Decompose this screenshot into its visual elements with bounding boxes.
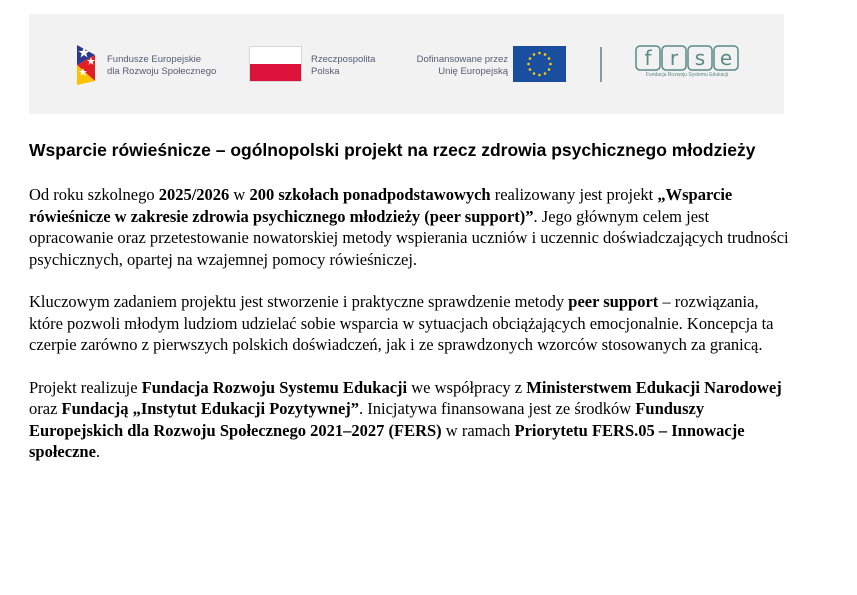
polish-flag-icon — [249, 46, 302, 82]
article-title: Wsparcie rówieśnicze – ogólnopolski projekt na rzecz zdrowia psychicznego młodzieży — [29, 140, 756, 160]
svg-text:f: f — [644, 46, 652, 70]
frse-subtitle: Fundacja Rozwoju Systemu Edukacji — [645, 72, 729, 78]
eu-flag-icon — [513, 46, 566, 82]
frse-logo-icon — [635, 44, 739, 72]
eu-star-icon — [548, 57, 551, 60]
svg-text:r: r — [669, 46, 679, 70]
eu-star-icon — [527, 63, 530, 66]
svg-text:e: e — [719, 46, 733, 70]
eu-star-icon — [548, 68, 551, 71]
eu-star-icon — [544, 53, 547, 56]
paragraph-3: Projekt realizuje Fundacja Rozwoju Systemu Edukacji we współpracy z Ministerstwem Edukacji Narodowej oraz Fundacją „Instytut Edukacji Pozytywnej”. Inicjatywa finansowana jest ze środków Funduszy Europejskich dla Rozwoju Społecznego 2021–2027 (FERS) w ramach Priorytetu FERS.05 – Innowacje społeczne. — [29, 377, 782, 461]
eu-star-icon — [549, 63, 552, 66]
svg-text:s: s — [694, 46, 706, 70]
eu-star-icon — [538, 52, 541, 55]
ue-logo-text: Dofinansowane przez Unię Europejską — [416, 54, 508, 77]
eu-star-icon — [529, 57, 532, 60]
eu-star-icon — [533, 72, 536, 75]
logo-bar — [29, 14, 784, 114]
fe-logo-text: Fundusze Europejskie dla Rozwoju Społecznego — [107, 54, 217, 77]
rp-logo-text: Rzeczpospolita Polska — [311, 54, 376, 77]
article — [29, 138, 789, 463]
eu-star-icon — [529, 68, 532, 71]
eu-star-icon — [544, 72, 547, 75]
paragraph-1: Od roku szkolnego 2025/2026 w 200 szkołach ponadpodstawowych realizowany jest projekt „Wsparcie rówieśnicze w zakresie zdrowia psychicznego młodzieży (peer support)”. Jego głównym celem jest opracowanie oraz przetestowanie nowatorskiej metody wspierania uczniów i uczennic doświadczających trudności psychicznych, opartej na wzajemnej pomocy rówieśniczej. — [29, 185, 789, 269]
eu-star-icon — [538, 74, 541, 77]
fe-stars-logo-icon — [75, 41, 103, 87]
paragraph-2: Kluczowym zadaniem projektu jest stworzenie i praktyczne sprawdzenie metody peer support – rozwiązania, które pozwoli młodym ludziom udzielać sobie wsparcia w sytuacjach obciążających emocjonalnie. Koncepcja ta czerpie zarówno z pierwszych polskich doświadczeń, jak i ze sprawdzonych wzorców stosowanych za granicą. — [29, 292, 774, 354]
logo-divider — [600, 47, 602, 82]
eu-star-icon — [533, 53, 536, 56]
